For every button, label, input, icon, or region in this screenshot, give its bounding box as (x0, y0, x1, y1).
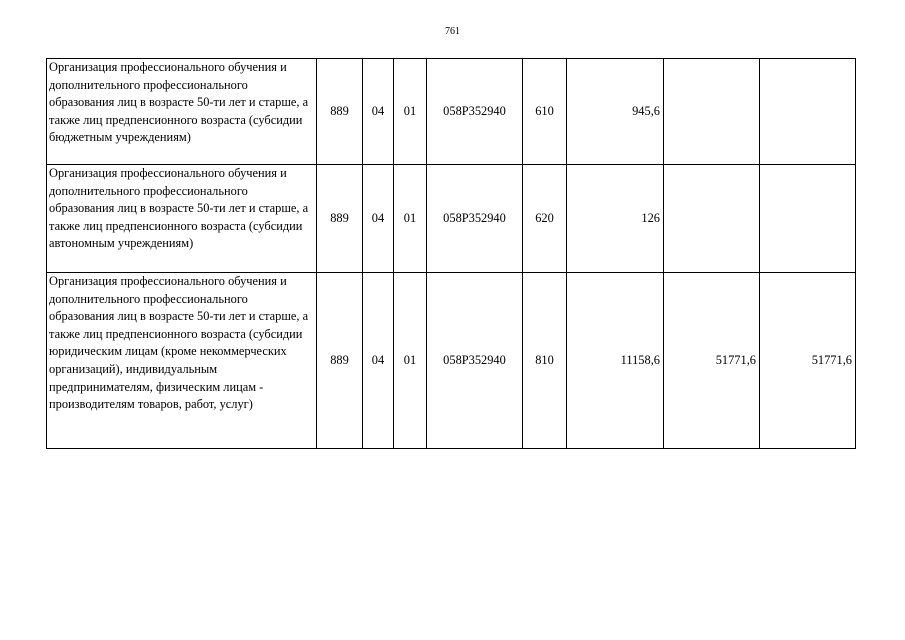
ministry-code: 889 (317, 59, 363, 165)
row-description: Организация профессионального обучения и дополнительного профессионального образования лиц в возрасте 50-ти лет и старше, а также лиц предпенсионного возраста (субсидии юридическим лицам (кроме некоммерческих организаций), индивидуальным предпринимателям, физическим лицам - производителям товаров, работ, услуг) (47, 273, 317, 449)
amount-1: 126 (567, 165, 664, 273)
row-description: Организация профессионального обучения и дополнительного профессионального образования лиц в возрасте 50-ти лет и старше, а также лиц предпенсионного возраста (субсидии автономным учреждениям) (47, 165, 317, 273)
subsection-code: 01 (394, 59, 427, 165)
section-code: 04 (363, 59, 394, 165)
expense-type-code: 610 (523, 59, 567, 165)
table-row (47, 59, 856, 165)
table-row (47, 165, 856, 273)
ministry-code: 889 (317, 273, 363, 449)
amount-2: 51771,6 (664, 273, 760, 449)
amount-3 (760, 59, 856, 165)
section-code: 04 (363, 165, 394, 273)
subsection-code: 01 (394, 165, 427, 273)
expense-type-code: 810 (523, 273, 567, 449)
target-article-code: 058P352940 (427, 273, 523, 449)
section-code: 04 (363, 273, 394, 449)
table-row (47, 273, 856, 449)
row-description: Организация профессионального обучения и дополнительного профессионального образования лиц в возрасте 50-ти лет и старше, а также лиц предпенсионного возраста (субсидии бюджетным учреждениям) (47, 59, 317, 165)
amount-3 (760, 165, 856, 273)
amount-3: 51771,6 (760, 273, 856, 449)
amount-2 (664, 165, 760, 273)
amount-1: 945,6 (567, 59, 664, 165)
subsection-code: 01 (394, 273, 427, 449)
budget-table (46, 58, 856, 449)
amount-1: 11158,6 (567, 273, 664, 449)
ministry-code: 889 (317, 165, 363, 273)
amount-2 (664, 59, 760, 165)
page-number: 761 (445, 26, 460, 37)
target-article-code: 058P352940 (427, 59, 523, 165)
expense-type-code: 620 (523, 165, 567, 273)
target-article-code: 058P352940 (427, 165, 523, 273)
